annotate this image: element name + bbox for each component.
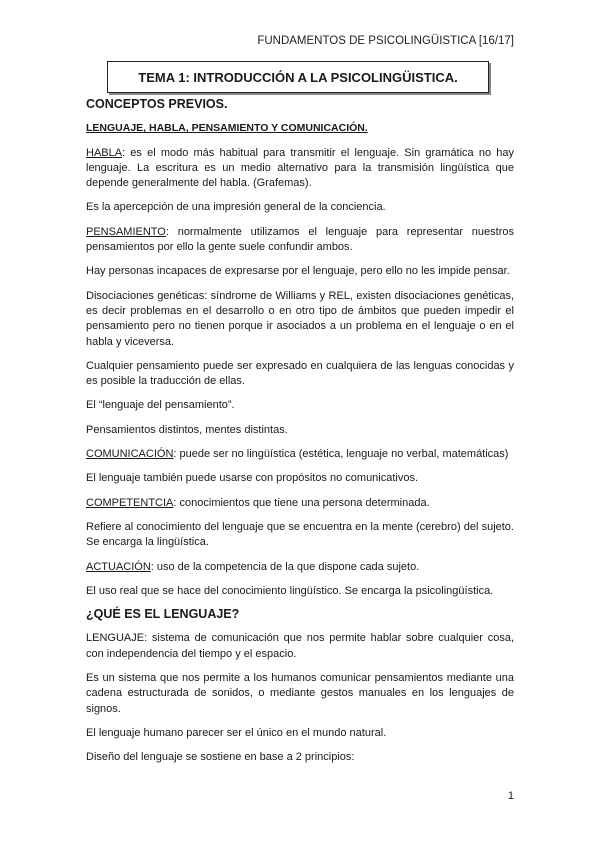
page-number: 1 bbox=[507, 790, 514, 802]
term-comunicacion: COMUNICACIÓN bbox=[86, 448, 174, 461]
paragraph-lenguaje-def: LENGUAJE: sistema de comunicación que nos permite hablar sobre cualquier cosa, con independencia del tiempo y el espacio. bbox=[86, 632, 514, 660]
paragraph-disociaciones: Disociaciones genéticas: síndrome de Williams y REL, existen disociaciones genéticas, es decir problemas en el desarrollo o en otro tipo de ámbitos que pueden impedir el pensamiento pero no tienen porque ir asociados a un problema en el lenguaje o en el habla y viceversa. bbox=[86, 289, 514, 348]
term-pensamiento: PENSAMIENTO bbox=[86, 225, 166, 238]
paragraph-refiere: Refiere al conocimiento del lenguaje que se encuentra en la mente (cerebro) del sujeto. Se encarga la lingüística. bbox=[86, 520, 514, 549]
paragraph-pensamiento: PENSAMIENTO: normalmente utilizamos el lenguaje para representar nuestros pensamientos por ello la gente suele confundir ambos. bbox=[86, 225, 514, 254]
term-habla: HABLA bbox=[86, 146, 123, 159]
paragraph-incapaces: Hay personas incapaces de expresarse por el lenguaje, pero ello no les impide pensar. bbox=[86, 265, 510, 278]
term-competencia: COMPETENTCIA bbox=[86, 496, 174, 509]
paragraph-competencia: COMPETENTCIA: conocimientos que tiene una persona determinada. bbox=[86, 496, 430, 509]
paragraph-unico: El lenguaje humano parecer ser el único en el mundo natural. bbox=[86, 726, 387, 739]
subsection-heading: LENGUAJE, HABLA, PENSAMIENTO Y COMUNICACIÓN. bbox=[86, 122, 368, 135]
paragraph-cualquier: Cualquier pensamiento puede ser expresado en cualquiera de las lenguas conocidas y es posible la traducción de ellas. bbox=[86, 359, 514, 388]
paragraph-uso-real: El uso real que se hace del conocimiento lingüístico. Se encarga la psicolingüística. bbox=[86, 584, 494, 597]
running-header: FUNDAMENTOS DE PSICOLINGÜISTICA [16/17] bbox=[257, 35, 514, 47]
section-heading-lenguaje: ¿QUÉ ES EL LENGUAJE? bbox=[86, 607, 240, 622]
paragraph-diseno: Diseño del lenguaje se sostiene en base a 2 principios: bbox=[86, 751, 355, 764]
page-title: TEMA 1: INTRODUCCIÓN A LA PSICOLINGÜISTICA. bbox=[138, 69, 458, 85]
paragraph-apercepcion: Es la apercepción de una impresión general de la conciencia. bbox=[86, 201, 386, 214]
paragraph-actuacion: ACTUACIÓN: uso de la competencia de la que dispone cada sujeto. bbox=[86, 560, 420, 573]
paragraph-lenguaje-pensamiento: El “lenguaje del pensamiento”. bbox=[86, 399, 235, 412]
section-heading-conceptos: CONCEPTOS PREVIOS. bbox=[86, 97, 228, 111]
title-box bbox=[107, 61, 489, 93]
paragraph-sistema: Es un sistema que nos permite a los humanos comunicar pensamientos mediante una cadena estructurada de sonidos, o mediante gestos manuales en los lenguajes de signos. bbox=[86, 672, 514, 715]
document-body bbox=[86, 97, 514, 775]
paragraph-habla: HABLA: es el modo más habitual para transmitir el lenguaje. Sin gramática no hay lenguaje. La escritura es un medio alternativo para la transmisión lingüística que depende generalmente del habla. (Grafemas). bbox=[86, 146, 514, 190]
paragraph-proposito: El lenguaje también puede usarse con propósitos no comunicativos. bbox=[86, 472, 419, 485]
paragraph-comunicacion: COMUNICACIÓN: puede ser no lingüística (estética, lenguaje no verbal, matemáticas) bbox=[86, 448, 509, 461]
paragraph-distintos: Pensamientos distintos, mentes distintas. bbox=[86, 423, 288, 436]
term-actuacion: ACTUACIÓN bbox=[86, 560, 151, 573]
